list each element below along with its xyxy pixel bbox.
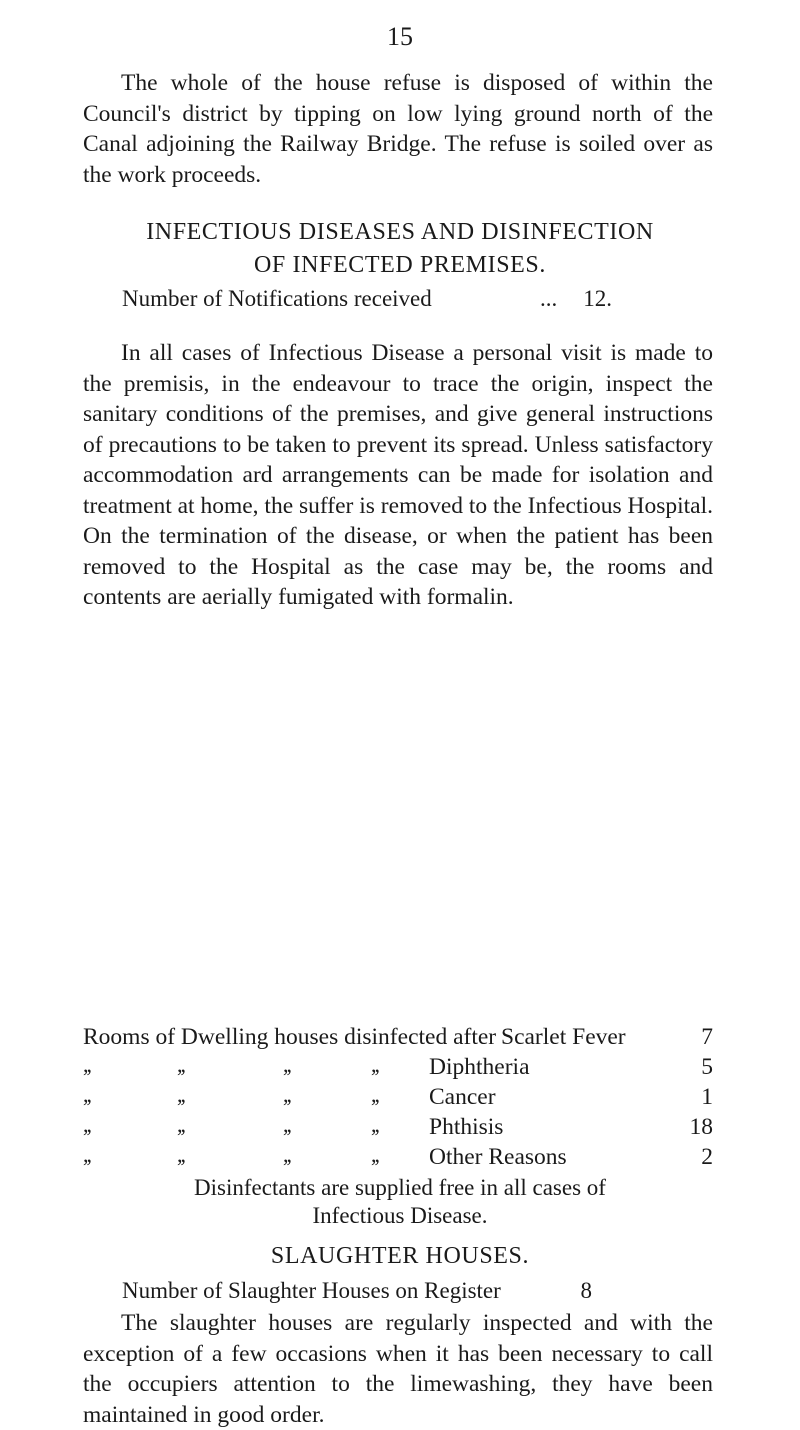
ditto-mark: ,, (177, 1112, 184, 1137)
slaughter-register-value: 8 (580, 1278, 592, 1303)
disease-count: 1 (701, 1084, 713, 1110)
disinfection-row (83, 1084, 713, 1114)
ditto-mark: ,, (83, 1112, 90, 1137)
infectious-heading-line2: OF INFECTED PREMISES. (254, 252, 546, 278)
disinfection-table (83, 1024, 713, 1174)
slaughter-register-line (122, 1278, 652, 1304)
disease-count: 2 (701, 1144, 713, 1170)
slaughter-paragraph: The slaughter houses are regularly inspected and with the exception of a few occasions when it has been necessary to call the occupiers attention to the limewashing, they have been maintained in good order. (83, 1310, 713, 1428)
notifications-label: Number of Notifications received (122, 286, 432, 311)
ditto-mark: ,, (283, 1052, 290, 1077)
disinfection-row (83, 1114, 713, 1144)
ditto-mark: ,, (177, 1082, 184, 1107)
ditto-mark: ,, (283, 1082, 290, 1107)
ditto-mark: ,, (371, 1052, 378, 1077)
disease-name: Scarlet Fever (501, 1024, 626, 1050)
disease-count: 7 (701, 1024, 713, 1050)
ditto-mark: ,, (371, 1082, 378, 1107)
disease-name: Phthisis (429, 1114, 504, 1140)
ditto-mark: ,, (177, 1052, 184, 1077)
disinfectants-note: Disinfectants are supplied free in all cases of Infectious Disease. (194, 1175, 606, 1228)
ditto-mark: ,, (83, 1082, 90, 1107)
disinfection-row (83, 1144, 713, 1174)
ditto-mark: ,, (83, 1052, 90, 1077)
notifications-dots: ... (540, 286, 558, 311)
notifications-line (122, 286, 642, 312)
slaughter-register-label: Number of Slaughter Houses on Register (122, 1278, 501, 1303)
refuse-paragraph: The whole of the house refuse is disposed of within the Council's district by tipping on low lying ground north of the Canal adjoining the Railway Bridge. The refuse is soiled over as the work proceeds. (83, 70, 713, 188)
disinfection-row (83, 1024, 713, 1054)
ditto-mark: ,, (177, 1142, 184, 1167)
ditto-mark: ,, (371, 1142, 378, 1167)
page-number: 15 (387, 22, 413, 51)
disinfection-row (83, 1054, 713, 1084)
ditto-mark: ,, (283, 1112, 290, 1137)
disease-name: Other Reasons (429, 1144, 567, 1170)
slaughter-heading: SLAUGHTER HOUSES. (270, 1243, 530, 1269)
infectious-heading-line1: INFECTIOUS DISEASES AND DISINFECTION (146, 219, 654, 245)
disease-name: Diphtheria (429, 1054, 530, 1080)
infectious-paragraph: In all cases of Infectious Disease a personal visit is made to the premisis, in the endeavour to trace the origin, inspect the sanitary conditions of the premises, and give general instructions of precautions to be taken to prevent its spread. Unless satisfactory accommodation ard arrangements can be made for isolation and treatment at home, the suffer is removed to the Infectious Hospital. On the termination of the disease, or when the patient has been removed to the Hospital as the case may be, the rooms and contents are aerially fumigated with formalin. (83, 340, 713, 610)
ditto-mark: ,, (83, 1142, 90, 1167)
notifications-value: 12. (583, 286, 612, 311)
disease-name: Cancer (429, 1084, 496, 1110)
disease-count: 18 (689, 1114, 713, 1140)
ditto-mark: ,, (283, 1142, 290, 1167)
ditto-mark: ,, (371, 1112, 378, 1137)
disease-count: 5 (701, 1054, 713, 1080)
rooms-label: Rooms of Dwelling houses disinfected after (83, 1024, 497, 1050)
